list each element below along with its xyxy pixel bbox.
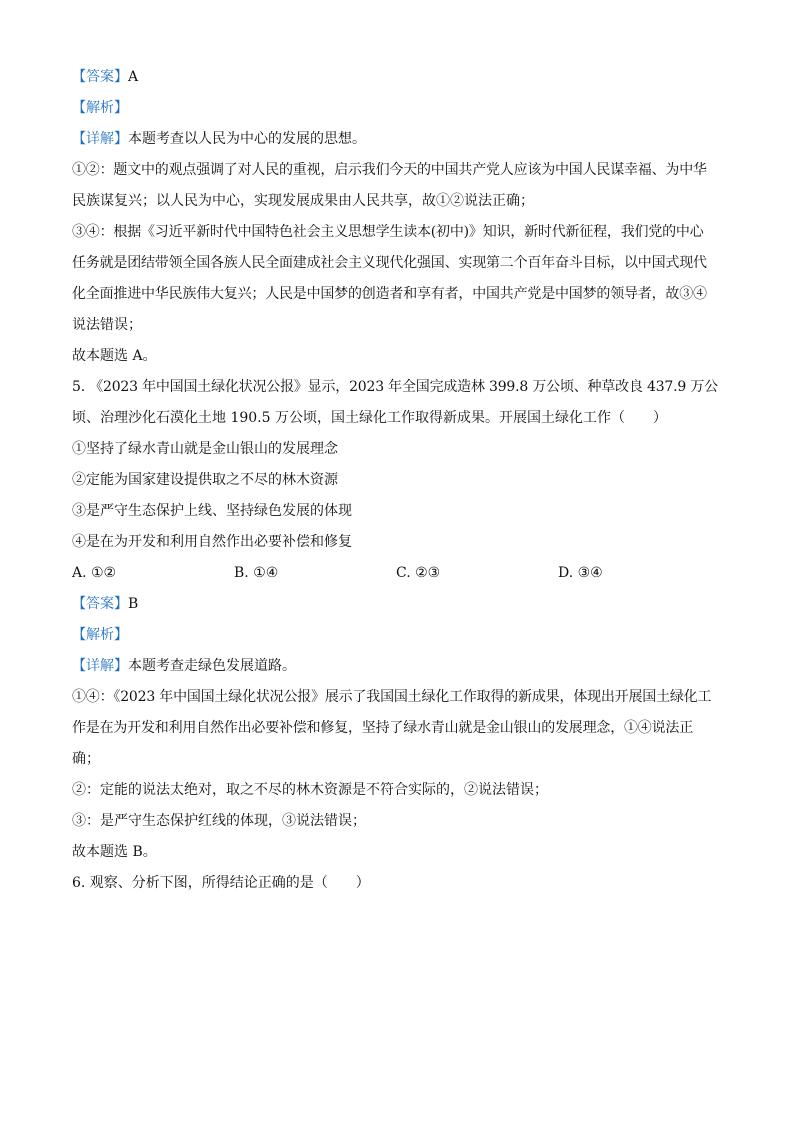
- detail-text: 本题考查以人民为中心的发展的思想。: [128, 131, 366, 147]
- q6-stem: 6. 观察、分析下图，所得结论正确的是（ ）: [72, 875, 370, 891]
- q5-answer: [72, 589, 732, 620]
- document-page: [72, 62, 732, 899]
- detail-text: 本题考查走绿色发展道路。: [128, 658, 296, 674]
- q5-conclusion: 故本题选 B。: [72, 844, 157, 860]
- analysis-label: 【解析】: [72, 627, 128, 643]
- detail-label: 【详解】: [72, 131, 128, 147]
- answer-value: A: [128, 69, 139, 85]
- q5-analysis: [72, 620, 732, 651]
- q4-conclusion: 故本题选 A。: [72, 348, 157, 364]
- option-d: D. ③④: [558, 565, 603, 581]
- q5-explanation-line: 作是在为开发和利用自然作出必要补偿和修复，坚持了绿水青山就是金山银山的发展理念，①④说法正: [72, 720, 693, 736]
- option-c: C. ②③: [396, 565, 441, 581]
- q4-detail: [72, 124, 732, 155]
- q4-explanation-line: 化全面推进中华民族伟大复兴；人民是中国梦的创造者和享有者，中国共产党是中国梦的领导者，故③④: [72, 286, 707, 302]
- q4-explanation-line: 说法错误；: [72, 317, 142, 333]
- q4-explanation-line: ①②：题文中的观点强调了对人民的重视，启示我们今天的中国共产党人应该为中国人民谋幸福、为中华: [72, 162, 707, 178]
- q4-answer: [72, 62, 732, 93]
- detail-label: 【详解】: [72, 658, 128, 674]
- q5-explanation-line: 确；: [72, 751, 100, 767]
- answer-label: 【答案】: [72, 596, 128, 612]
- q5-statement: ②定能为国家建设提供取之不尽的林木资源: [72, 472, 338, 488]
- q4-explanation-line: 任务就是团结带领全国各族人民全面建成社会主义现代化强国、实现第二个百年奋斗目标，以中国式现代: [72, 255, 707, 271]
- q4-analysis: [72, 93, 732, 124]
- option-b: B. ①④: [234, 565, 279, 581]
- q5-explanation-line: ③：是严守生态保护红线的体现，③说法错误；: [72, 813, 366, 829]
- q5-statement: ①坚持了绿水青山就是金山银山的发展理念: [72, 441, 338, 457]
- q5-statement: ④是在为开发和利用自然作出必要补偿和修复: [72, 534, 352, 550]
- q5-stem-line: 顷、治理沙化石漠化土地 190.5 万公顷，国土绿化工作取得新成果。开展国土绿化工作（ ）: [72, 410, 667, 426]
- q5-stem-line: 5. 《2023 年中国国土绿化状况公报》显示，2023 年全国完成造林 399.8 万公顷、种草改良 437.9 万公: [72, 379, 718, 395]
- q5-statement: ③是严守生态保护上线、坚持绿色发展的体现: [72, 503, 352, 519]
- q5-options: [72, 558, 732, 589]
- q5-detail: [72, 651, 732, 682]
- answer-label: 【答案】: [72, 69, 128, 85]
- q5-explanation-line: ②：定能的说法太绝对，取之不尽的林木资源是不符合实际的，②说法错误；: [72, 782, 548, 798]
- answer-value: B: [128, 596, 139, 612]
- option-a: A. ①②: [72, 565, 117, 581]
- q4-explanation-line: ③④：根据《习近平新时代中国特色社会主义思想学生读本(初中)》知识，新时代新征程，我们党的中心: [72, 224, 704, 240]
- q5-explanation-line: ①④：《2023 年中国国土绿化状况公报》展示了我国国土绿化工作取得的新成果，体现出开展国土绿化工: [72, 689, 712, 705]
- q4-explanation-line: 民族谋复兴；以人民为中心，实现发展成果由人民共享，故①②说法正确；: [72, 193, 534, 209]
- analysis-label: 【解析】: [72, 100, 128, 116]
